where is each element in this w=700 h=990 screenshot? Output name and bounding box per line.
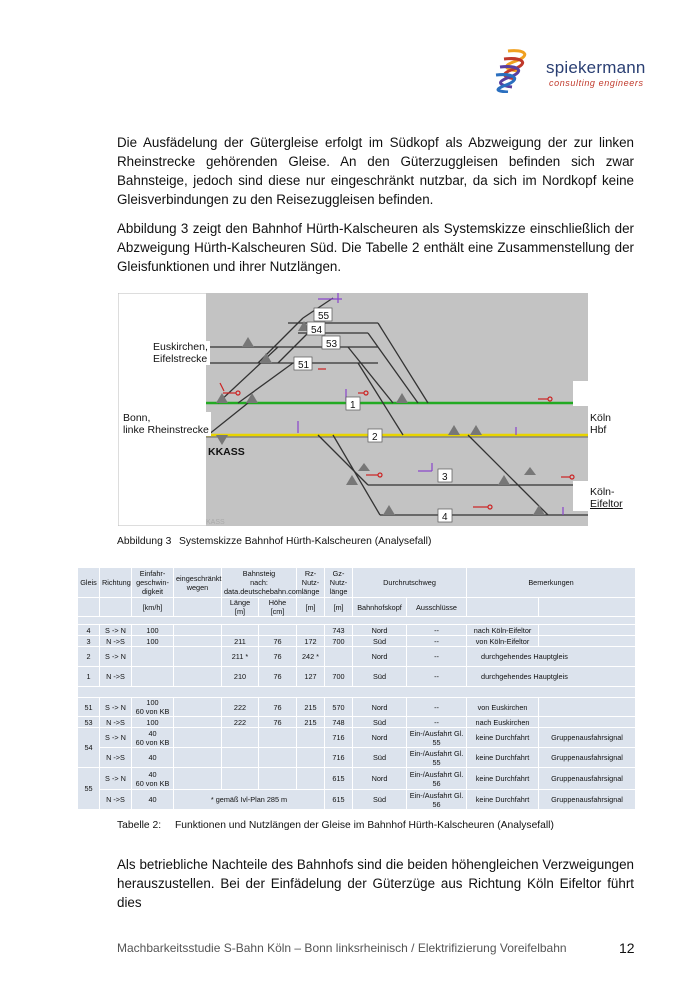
table-row (78, 636, 636, 647)
table-cell: von Euskirchen (467, 698, 539, 717)
table-cell: 76 (259, 647, 297, 667)
table-cell: keine Durchfahrt (467, 728, 539, 748)
table-cell: 222 (222, 698, 259, 717)
header-richtung: Richtung (100, 568, 132, 598)
table-cell: S -> N (100, 625, 132, 636)
table-cell (78, 598, 100, 617)
label-euskirchen-line2: Eifelstrecke (153, 353, 208, 365)
track-label-54: 54 (311, 325, 323, 336)
page-number: 12 (619, 940, 635, 956)
table-row (78, 647, 636, 667)
table-cell: N ->S (100, 717, 132, 728)
label-euskirchen-line1: Euskirchen, (153, 341, 208, 353)
table-cell: Ein-/Ausfahrt Gl. 56 (407, 768, 467, 790)
label-kkass: KKASS (208, 446, 245, 458)
figure-caption (117, 536, 431, 547)
label-bonn-line2: linke Rheinstrecke (123, 424, 209, 436)
table-cell: S -> N (100, 647, 132, 667)
table-cell (174, 698, 222, 717)
table-cell: -- (407, 647, 467, 667)
header-eingeschraenkt: eingeschränkt wegen (174, 568, 222, 598)
table-cell: N ->S (100, 636, 132, 647)
table-cell: 242 * (297, 647, 325, 667)
table-cell-line: 60 von KB (135, 737, 170, 747)
table-caption-number: Tabelle 2: (117, 820, 162, 831)
header-bahnhofskopf: Bahnhofskopf (353, 598, 407, 617)
track-label-3: 3 (442, 472, 448, 483)
table-cell (174, 768, 222, 790)
header-bahnsteig-nach: nach: (250, 578, 268, 587)
table-cell (259, 625, 297, 636)
table-caption-text: Funktionen und Nutzlängen der Gleise im Bahnhof Hürth-Kalscheuren (Analysefall) (175, 820, 554, 831)
table-cell (539, 598, 636, 617)
table-cell: 53 (78, 717, 100, 728)
track-label-55: 55 (318, 311, 330, 322)
table-cell: 40 (132, 790, 174, 810)
table-cell (259, 748, 297, 768)
header-bahnsteig-title: Bahnsteig (242, 569, 276, 578)
table-cell: 100 (132, 717, 174, 728)
table-cell-line: 40 (148, 769, 157, 779)
table-cell: 748 (325, 717, 353, 728)
paragraph-2: Abbildung 3 zeigt den Bahnhof Hürth-Kalscheuren als Systemskizze einschließlich der Abzweigung Hürth-Kalscheuren Süd. Die Tabelle 2 enthält eine Zusammenstellung der Gleisfunktionen und ihrer Nutzlängen. (117, 221, 634, 274)
table-cell: nach Euskirchen (467, 717, 539, 728)
table-cell: 172 (297, 636, 325, 647)
header-rz-unit: [m] (297, 598, 325, 617)
paragraph-3: Als betriebliche Nachteile des Bahnhofs sind die beiden höhengleichen Verzweigungen herauszustellen. Bei der Einfädelung der Güterzüge aus Richtung Köln Eifeltor führt dies (117, 857, 634, 910)
table-cell (297, 625, 325, 636)
table-cell: 570 (325, 698, 353, 717)
table-cell: Nord (353, 728, 407, 748)
table-cell: keine Durchfahrt (467, 790, 539, 810)
table-cell: 743 (325, 625, 353, 636)
table-cell: Süd (353, 667, 407, 687)
header-gleis: Gleis (78, 568, 100, 598)
table-cell (222, 728, 259, 748)
table-cell: 76 (259, 667, 297, 687)
table-cell (174, 717, 222, 728)
table-row (78, 625, 636, 636)
table-cell: Süd (353, 636, 407, 647)
table-cell: von Köln-Eifeltor (467, 636, 539, 647)
table-cell (174, 598, 222, 617)
table-cell (132, 698, 174, 717)
footer-text: Machbarkeitsstudie S-Bahn Köln – Bonn linksrheinisch / Elektrifizierung Voreifelbahn (117, 941, 567, 955)
table-cell: 215 (297, 698, 325, 717)
table-cell: 615 (325, 768, 353, 790)
table-cell: 615 (325, 790, 353, 810)
table-cell: keine Durchfahrt (467, 748, 539, 768)
table-cell: 211 * (222, 647, 259, 667)
figure-caption-number: Abbildung 3 (117, 536, 172, 547)
table-cell: 51 (78, 698, 100, 717)
table-cell (467, 598, 539, 617)
table-cell: 700 (325, 667, 353, 687)
header-geschw: Einfahr-geschwin-digkeit (132, 568, 174, 598)
table-cell: Gruppenausfahrsignal (539, 748, 636, 768)
header-hoehe: Höhe [cm] (259, 598, 297, 617)
table-cell: -- (407, 636, 467, 647)
table-row (78, 768, 636, 790)
table-cell: 76 (259, 636, 297, 647)
table-cell (78, 617, 636, 625)
table-cell (100, 598, 132, 617)
table-cell: nach Köln-Eifeltor (467, 625, 539, 636)
table-cell (78, 687, 636, 698)
table-cell: Süd (353, 790, 407, 810)
faint-label: KASS (206, 519, 225, 526)
table-cell (539, 625, 636, 636)
table-cell (325, 647, 353, 667)
table-row (78, 698, 636, 717)
label-koeln-eifeltor-line2: Eifeltor (590, 498, 623, 510)
table-cell-line: 60 von KB (135, 778, 170, 788)
table-cell (174, 667, 222, 687)
track-function-table (77, 567, 636, 810)
table-row (78, 728, 636, 748)
table-cell: Süd (353, 717, 407, 728)
table-cell (132, 768, 174, 790)
header-ausschluesse: Ausschlüsse (407, 598, 467, 617)
table-cell (297, 728, 325, 748)
label-bonn-line1: Bonn, (123, 412, 151, 424)
table-cell: Nord (353, 698, 407, 717)
table-cell: N ->S (100, 748, 132, 768)
table-cell (297, 748, 325, 768)
logo-mark-icon (494, 49, 544, 93)
table-row (78, 717, 636, 728)
label-koeln-eifeltor (590, 486, 623, 510)
header-gz: Gz-Nutz-länge (325, 568, 353, 598)
table-cell: 40 (132, 748, 174, 768)
table-cell: Nord (353, 768, 407, 790)
track-schematic (118, 293, 588, 526)
table-cell: 716 (325, 748, 353, 768)
table-cell: S -> N (100, 698, 132, 717)
table-cell: 100 (132, 636, 174, 647)
table-cell: Gruppenausfahrsignal (539, 790, 636, 810)
table-cell (174, 625, 222, 636)
table-header-row (78, 568, 636, 598)
table-cell: 716 (325, 728, 353, 748)
table-cell-line: 40 (148, 728, 157, 738)
table-cell: 100 (132, 625, 174, 636)
table-cell (222, 748, 259, 768)
table-cell: durchgehendes Hauptgleis (467, 647, 636, 667)
table-cell: 127 (297, 667, 325, 687)
table-cell (132, 647, 174, 667)
table-cell: Gruppenausfahrsignal (539, 768, 636, 790)
table-cell: 222 (222, 717, 259, 728)
table-cell: N ->S (100, 667, 132, 687)
header-laenge: Länge [m] (222, 598, 259, 617)
header-bahnsteig-src: data.deutschebahn.com (224, 587, 302, 596)
table-cell (539, 636, 636, 647)
header-gz-unit: [m] (325, 598, 353, 617)
table-cell: Gruppenausfahrsignal (539, 728, 636, 748)
table-cell (174, 748, 222, 768)
table-cell: 700 (325, 636, 353, 647)
company-logo (494, 49, 544, 93)
table-cell-line: 60 von KB (135, 707, 170, 716)
station-diagram (118, 293, 623, 526)
table-cell: -- (407, 717, 467, 728)
table-cell: Nord (353, 625, 407, 636)
table-cell (539, 717, 636, 728)
table-cell: 211 (222, 636, 259, 647)
table-cell: -- (407, 625, 467, 636)
table-cell: keine Durchfahrt (467, 768, 539, 790)
table-subheader-row (78, 598, 636, 617)
table-cell (539, 698, 636, 717)
table-cell: -- (407, 667, 467, 687)
table-cell (174, 728, 222, 748)
table-cell: 1 (78, 667, 100, 687)
table-cell (174, 647, 222, 667)
table-cell: 2 (78, 647, 100, 667)
table-cell: * gemäß Ivl-Plan 285 m (174, 790, 325, 810)
table-cell: 3 (78, 636, 100, 647)
table-cell: 4 (78, 625, 100, 636)
table-row (78, 748, 636, 768)
header-bahnsteig (222, 568, 302, 598)
table-cell: Ein-/Ausfahrt Gl. 56 (407, 790, 467, 810)
header-bemerkungen: Bemerkungen (467, 568, 636, 598)
table-cell: Ein-/Ausfahrt Gl. 55 (407, 728, 467, 748)
table-cell: 55 (78, 768, 100, 810)
track-label-2: 2 (372, 432, 378, 443)
table-cell: 54 (78, 728, 100, 768)
table-cell: -- (407, 698, 467, 717)
table-cell (132, 728, 174, 748)
table-cell: Ein-/Ausfahrt Gl. 55 (407, 748, 467, 768)
table-cell (222, 768, 259, 790)
table-cell-line: 100 (146, 698, 159, 707)
header-geschw-unit: [km/h] (132, 598, 174, 617)
table-cell (174, 636, 222, 647)
paragraph-1: Die Ausfädelung der Gütergleise erfolgt im Südkopf als Abzweigung der zur linken Rheinstrecke gehörenden Gleise. An den Güterzuggleisen befinden sich zwar Bahnsteige, jedoch sind diese nur eingeschränkt nutzbar, da sich im Nordkopf keine Gleisverbindungen zu den Reisezuggleisen befinden. (117, 135, 634, 207)
track-label-1: 1 (350, 400, 356, 411)
table-cell: 210 (222, 667, 259, 687)
header-durchrutsch: Durchrutschweg (353, 568, 467, 598)
table-cell (297, 768, 325, 790)
label-koeln-hbf: Köln Hbf (590, 412, 612, 436)
table-cell: S -> N (100, 728, 132, 748)
table-cell (132, 667, 174, 687)
figure-caption-text: Systemskizze Bahnhof Hürth-Kalscheuren (Analysefall) (179, 536, 432, 547)
table-cell: Nord (353, 647, 407, 667)
table-cell: S -> N (100, 768, 132, 790)
table-row (78, 790, 636, 810)
logo-name: spiekermann (546, 58, 646, 77)
table-cell: 215 (297, 717, 325, 728)
logo-tagline: consulting engineers (549, 78, 644, 88)
table-cell (259, 768, 297, 790)
table-caption (117, 820, 554, 831)
track-label-53: 53 (326, 339, 338, 350)
table-cell (222, 625, 259, 636)
label-bonn (121, 412, 211, 436)
table-cell (259, 728, 297, 748)
label-koeln-eifeltor-line1: Köln- (590, 486, 615, 498)
table-cell: 76 (259, 698, 297, 717)
track-label-4: 4 (442, 512, 448, 523)
table-cell: Süd (353, 748, 407, 768)
table-cell: durchgehendes Hauptgleis (467, 667, 636, 687)
table-cell: 76 (259, 717, 297, 728)
track-label-51: 51 (298, 360, 310, 371)
table-row (78, 667, 636, 687)
label-euskirchen (151, 341, 210, 365)
table-cell: N ->S (100, 790, 132, 810)
header-rz: Rz-Nutz-länge (297, 568, 325, 598)
